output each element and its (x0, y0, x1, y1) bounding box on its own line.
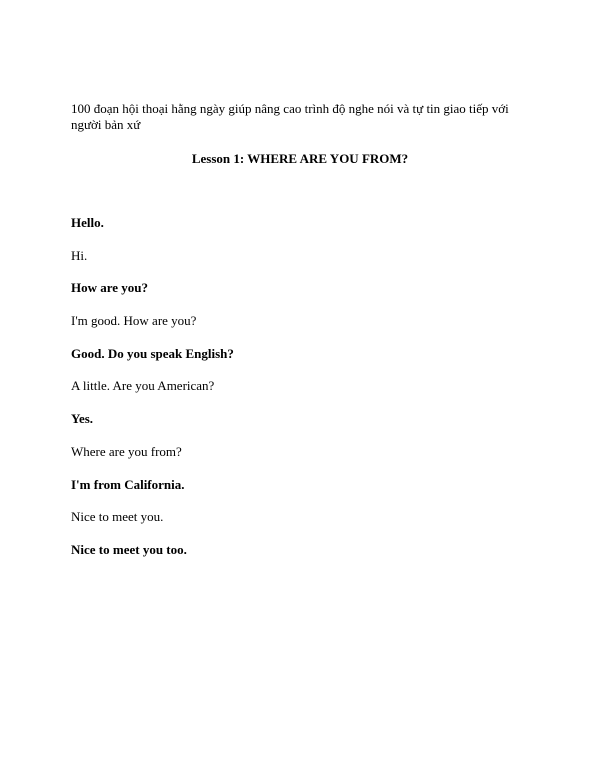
dialogue-line: Nice to meet you too. (71, 541, 187, 557)
dialogue (71, 214, 531, 574)
dialogue-line: Nice to meet you. (71, 509, 164, 525)
dialogue-line: A little. Are you American? (71, 378, 215, 394)
dialogue-line: I'm good. How are you? (71, 313, 197, 329)
lesson-title: Lesson 1: WHERE ARE YOU FROM? (191, 151, 409, 166)
dialogue-line: I'm from California. (71, 476, 185, 492)
dialogue-line: Hello. (71, 215, 104, 230)
dialogue-line: Where are you from? (71, 443, 182, 459)
dialogue-line: How are you? (71, 280, 149, 296)
dialogue-line: Good. Do you speak English? (71, 345, 234, 361)
dialogue-line: Hi. (71, 247, 88, 263)
intro-text: 100 đoạn hội thoại hằng ngày giúp nâng cao trình độ nghe nói và tự tin giao tiếp với người bản xứ (71, 101, 509, 132)
dialogue-line: Yes. (71, 411, 94, 427)
